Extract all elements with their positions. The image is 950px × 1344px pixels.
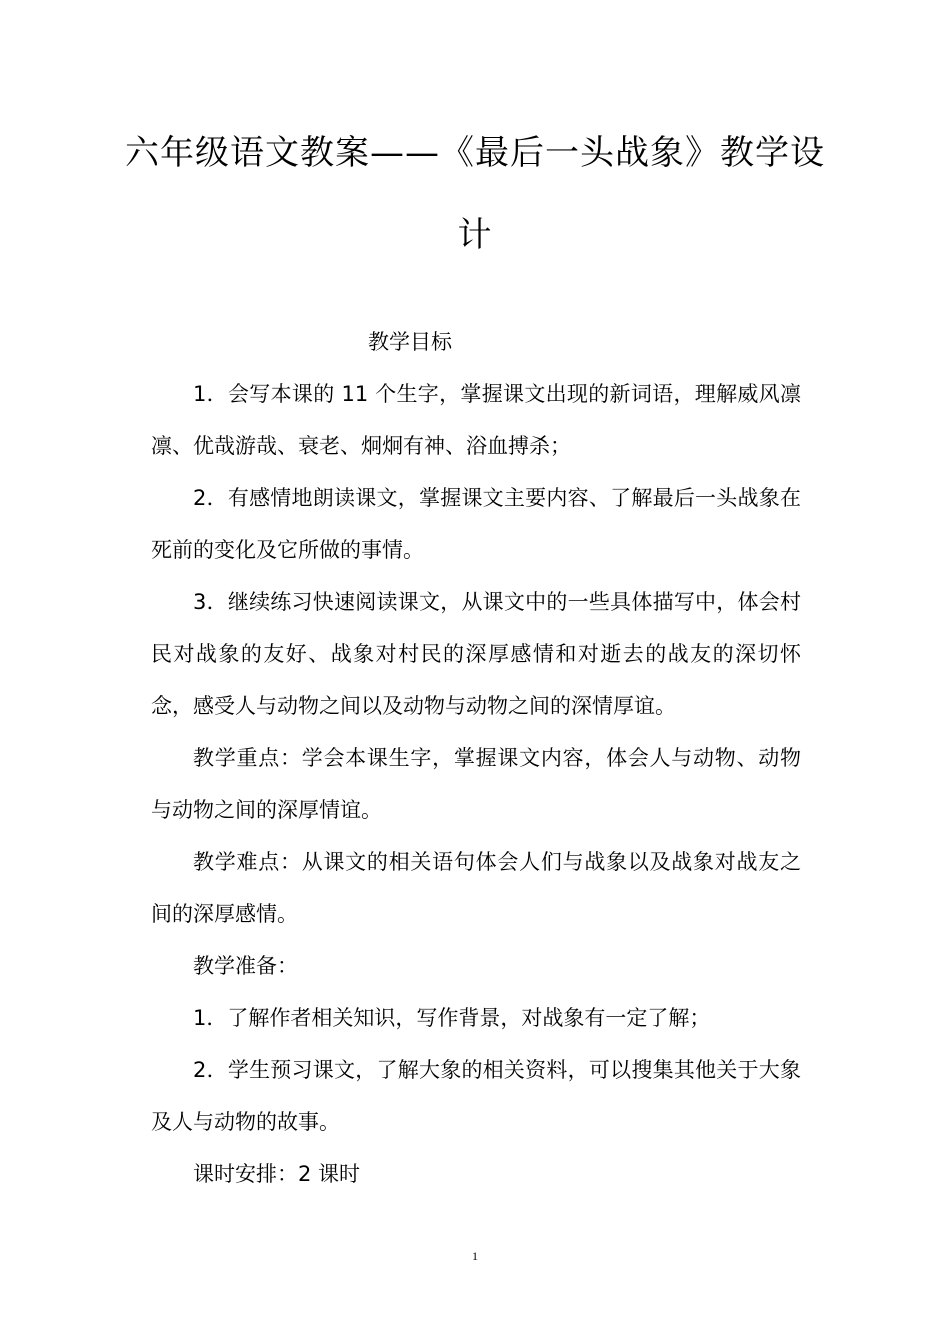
- paragraph-objective-2: 2．有感情地朗读课文，掌握课文主要内容、了解最后一头战象在死前的变化及它所做的事情。: [151, 486, 801, 562]
- paragraph-difficulties: 教学难点：从课文的相关语句体会人们与战象以及战象对战友之间的深厚感情。: [151, 850, 801, 926]
- paragraph-objective-1: 1．会写本课的 11 个生字，掌握课文出现的新词语，理解威风凛凛、优哉游哉、衰老、炯炯有神、浴血搏杀；: [151, 382, 801, 458]
- paragraph-schedule: 课时安排：2 课时: [193, 1162, 361, 1186]
- document-title: 六年级语文教案——《最后一头战象》教学设计: [125, 133, 825, 255]
- paragraph-preparation-heading: 教学准备：: [193, 954, 298, 978]
- paragraph-preparation-1: 1．了解作者相关知识，写作背景，对战象有一定了解；: [193, 1006, 711, 1030]
- paragraph-preparation-2: 2．学生预习课文，了解大象的相关资料，可以搜集其他关于大象及人与动物的故事。: [151, 1058, 801, 1134]
- section-heading: 教学目标: [368, 330, 452, 354]
- document-body: [151, 368, 801, 1200]
- paragraph-key-points: 教学重点：学会本课生字，掌握课文内容，体会人与动物、动物与动物之间的深厚情谊。: [151, 746, 801, 822]
- page-number: 1: [472, 1249, 478, 1263]
- paragraph-objective-3: 3．继续练习快速阅读课文，从课文中的一些具体描写中，体会村民对战象的友好、战象对村民的深厚感情和对逝去的战友的深切怀念，感受人与动物之间以及动物与动物之间的深情厚谊。: [151, 590, 801, 718]
